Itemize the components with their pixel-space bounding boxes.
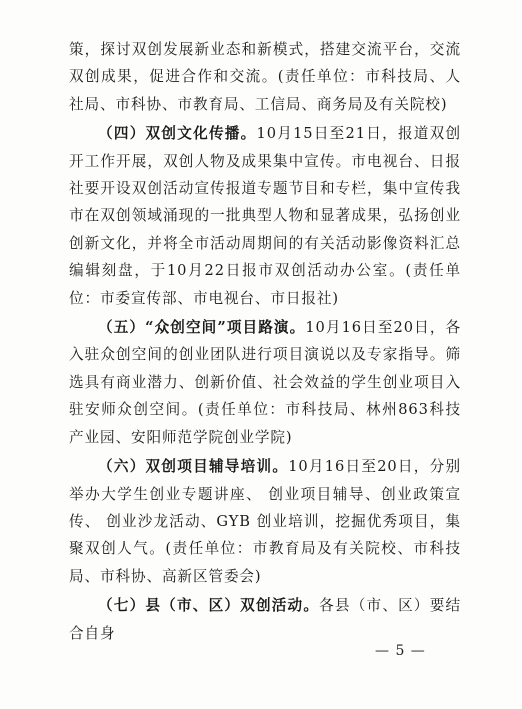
page-number: — 5 — (375, 643, 426, 659)
paragraph-text: 10月16日至20日，分别举办大学生创业专题讲座、 创业项目辅导、创业政策宣传、 创业沙龙活动、GYB 创业培训，挖掘优秀项目，集聚双创人气。(责任单位：市教育局及有关院校、市科技局、市科协、高新区管委会) (69, 458, 461, 585)
paragraph-text: 10月16日至20日，各入驻众创空间的创业团队进行项目演说以及专家指导。筛选具有商业潜力、创新价值、社会效益的学生创业项目入驻安师众创空间。(责任单位：市科技局、林州863科技产业园、安阳师范学院创业学院) (69, 319, 462, 446)
paragraph-county-activities (69, 592, 461, 647)
paragraph-text: 策，探讨双创发展新业态和新模式，搭建交流平台，交流双创成果，促进合作和交流。(责任单位：市科技局、人社局、市科协、市教育局、工信局、商务局及有关院校) (69, 41, 461, 113)
paragraph-heading: （六）双创项目辅导培训。 (98, 458, 289, 476)
paragraph-text: 10月15日至21日，报道双创开工作开展，双创人物及成果集中宣传。市电视台、日报社要开设双创活动宣传报道专题节目和专栏，集中宣传我市在双创领域涌现的一批典型人物和显著成果，弘扬创业创新文化，并将全市活动周期间的有关活动影像资料汇总编辑刻盘，于10月22日报市双创活动办公室。(责任单位：市委宣传部、市电视台、市日报社) (69, 125, 461, 307)
paragraph-roadshow (69, 314, 461, 451)
paragraph-training (69, 453, 461, 590)
paragraph-heading: （五）“众创空间”项目路演。 (98, 319, 306, 337)
paragraph-culture-promotion (69, 120, 461, 312)
paragraph-heading: （七）县（市、区）双创活动。 (98, 597, 320, 615)
paragraph-heading: （四）双创文化传播。 (98, 125, 257, 143)
paragraph-text: 各县（市、区）要结合自身 (69, 597, 461, 642)
paragraph-continuation (69, 36, 461, 118)
document-body (69, 36, 461, 649)
